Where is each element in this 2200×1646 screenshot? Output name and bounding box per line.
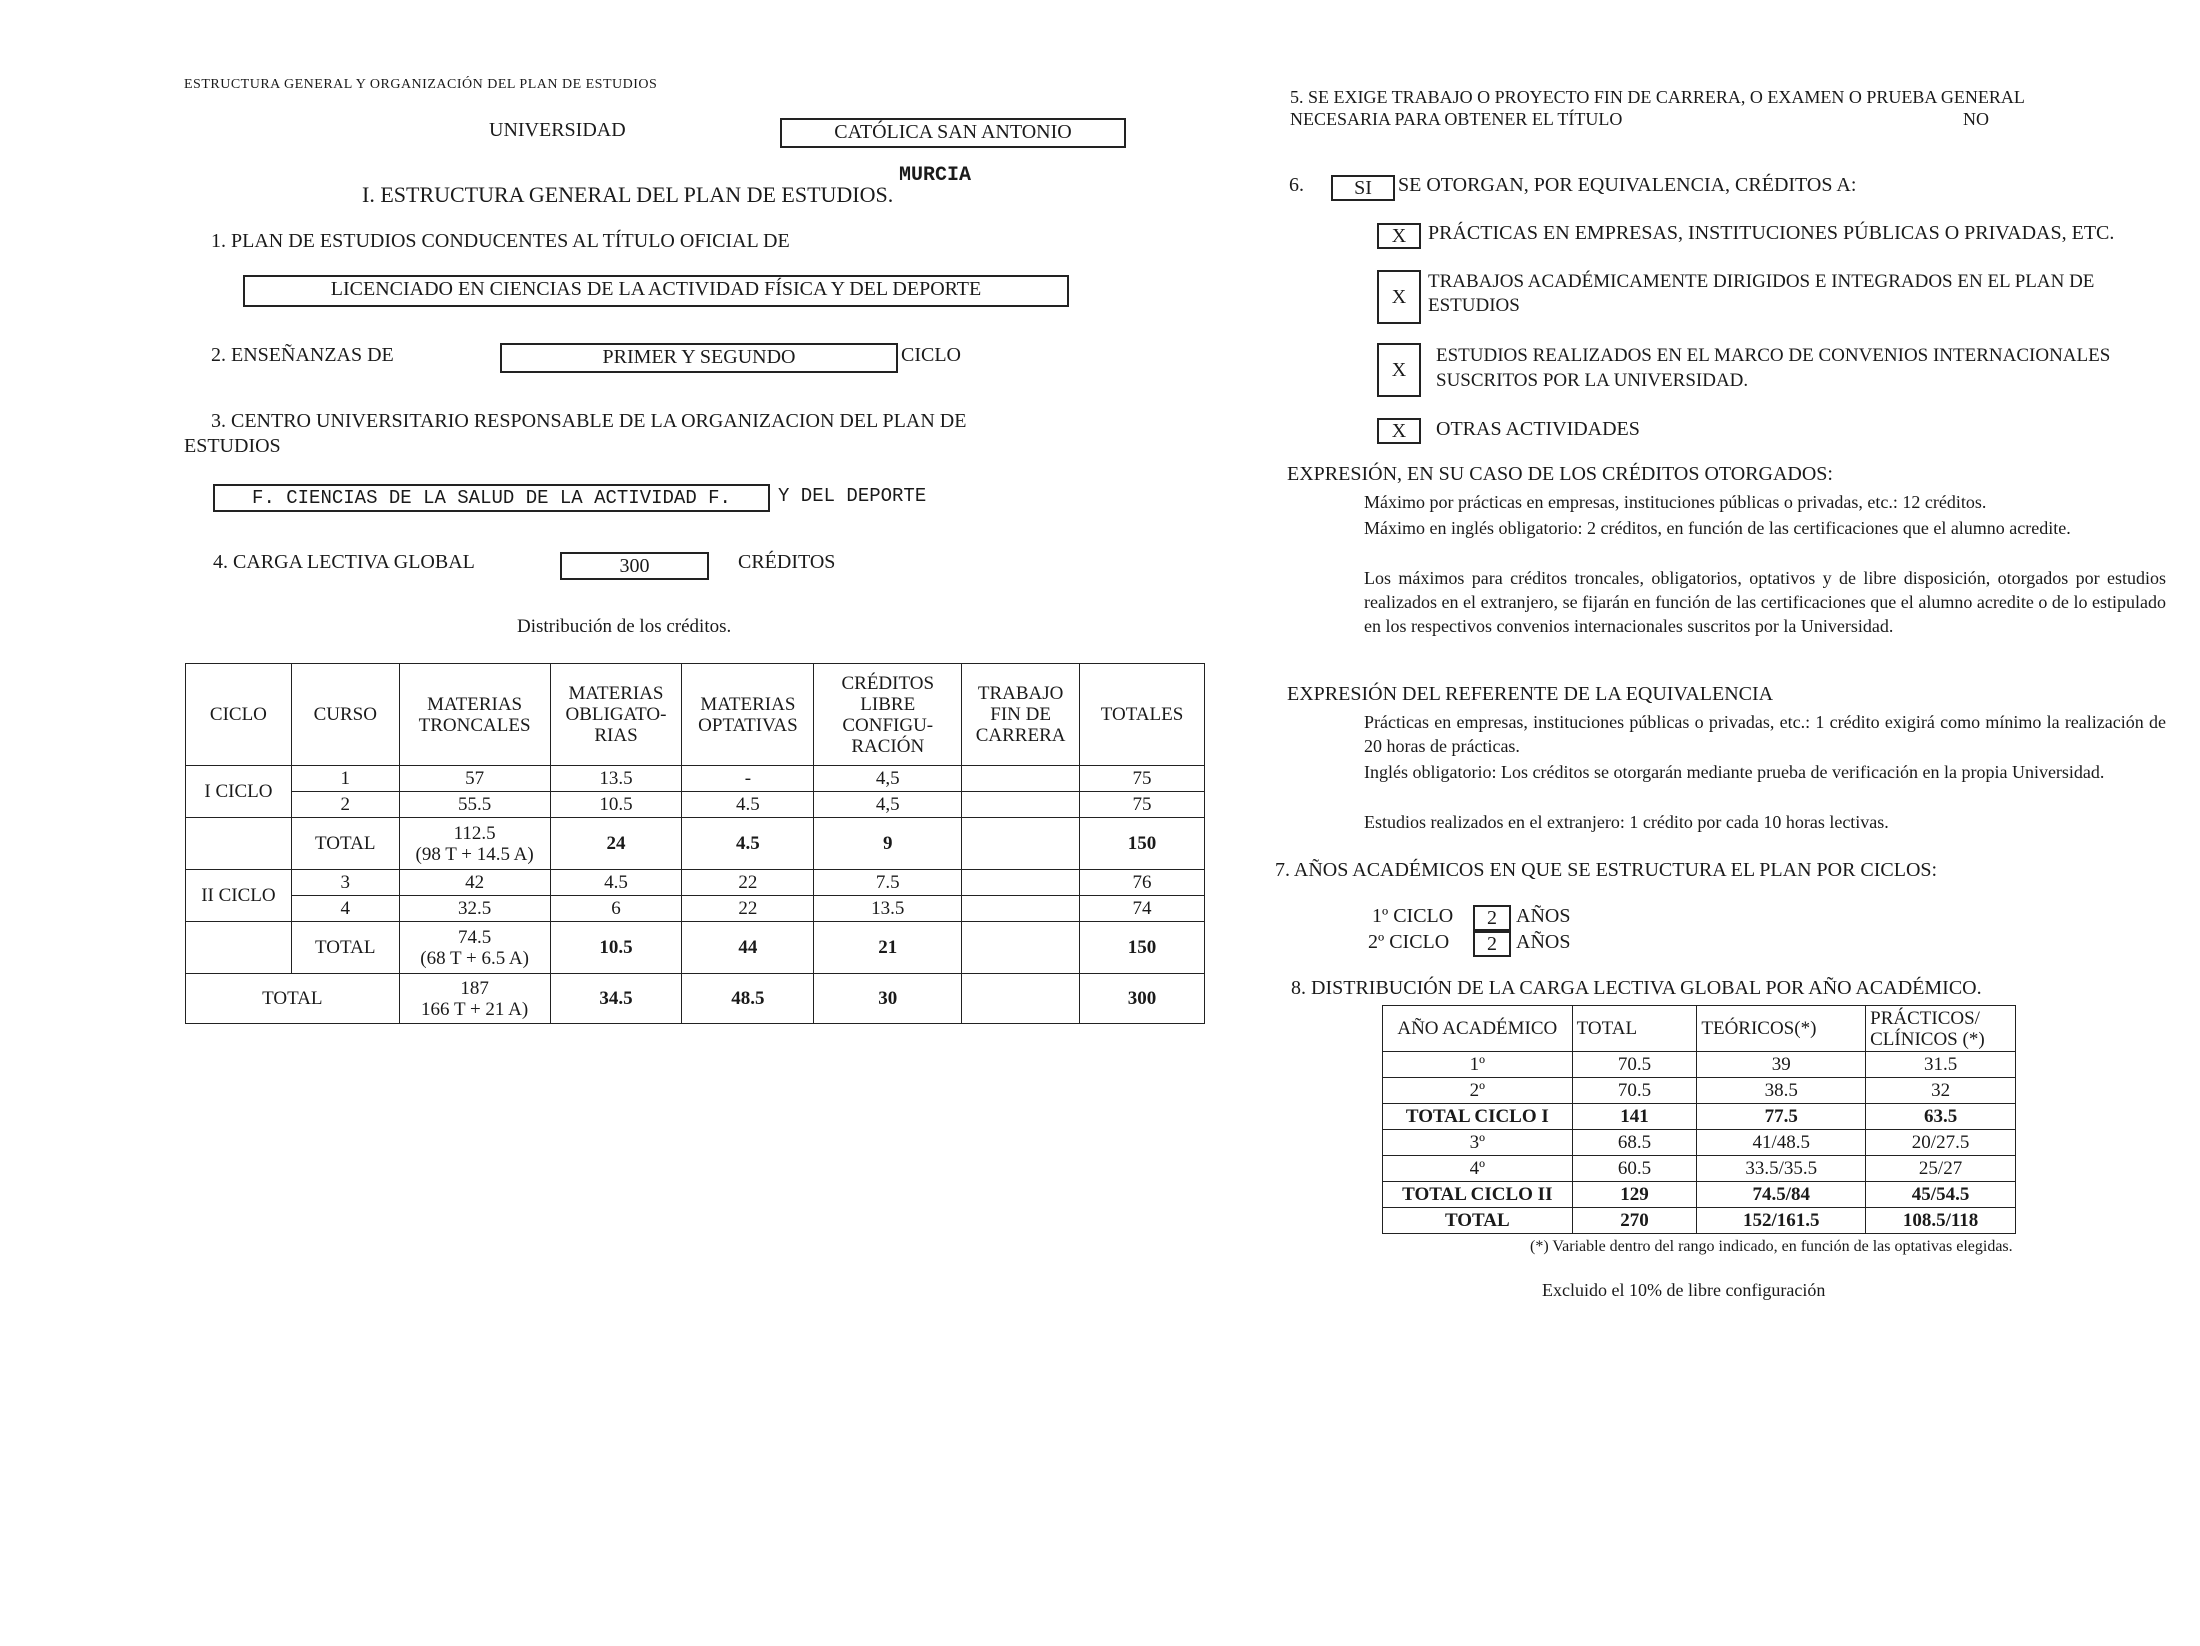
table-cell: 38.5: [1697, 1078, 1866, 1104]
table-cell: 4.5: [682, 792, 814, 818]
ciclo2-cell: II CICLO: [186, 870, 292, 922]
header-troncales: MATERIAS TRONCALES: [399, 664, 550, 766]
carga-por-ano-table: [1382, 1005, 2016, 1234]
table-cell: 2º: [1383, 1078, 1573, 1104]
table-cell: 13.5: [550, 766, 682, 792]
ciclo1-label: 1º CICLO: [1372, 905, 1454, 927]
ciclo1-years-box: 2: [1473, 905, 1511, 931]
table-row: [1383, 1052, 2016, 1078]
table-cell: 152/161.5: [1697, 1208, 1866, 1234]
table-cell: 141: [1572, 1104, 1697, 1130]
ensenanzas-field: PRIMER Y SEGUNDO: [500, 343, 898, 373]
table-cell: 22: [682, 896, 814, 922]
credits-distribution-table: [185, 663, 1205, 1024]
table-cell: 30: [814, 974, 962, 1024]
item5-answer: NO: [1963, 109, 1989, 129]
option-practicas: PRÁCTICAS EN EMPRESAS, INSTITUCIONES PÚBLICAS O PRIVADAS, ETC.: [1428, 222, 2115, 244]
table-cell: 21: [814, 922, 962, 974]
table-cell: -: [682, 766, 814, 792]
header-practicos: PRÁCTICOS/ CLÍNICOS (*): [1866, 1006, 2016, 1052]
table-header-row: [1383, 1006, 2016, 1052]
item5-line1: 5. SE EXIGE TRABAJO O PROYECTO FIN DE CARRERA, O EXAMEN O PRUEBA GENERAL: [1290, 87, 2025, 107]
option-estudios: ESTUDIOS REALIZADOS EN EL MARCO DE CONVENIOS INTERNACIONALES SUSCRITOS POR LA UNIVERSIDAD.: [1436, 345, 2111, 391]
table-cell: 20/27.5: [1866, 1130, 2016, 1156]
ciclo1-cell: I CICLO: [186, 766, 292, 818]
table-cell: TOTAL: [291, 922, 399, 974]
table-cell: 4º: [1383, 1156, 1573, 1182]
table-cell: 32: [1866, 1078, 2016, 1104]
table-cell: 7.5: [814, 870, 962, 896]
header-totales: TOTALES: [1080, 664, 1205, 766]
table-cell: TOTAL: [186, 974, 400, 1024]
checkbox-practicas: X: [1377, 223, 1421, 249]
table-cell: TOTAL CICLO I: [1383, 1104, 1573, 1130]
checkbox-otras: X: [1377, 418, 1421, 444]
table-cell: 1: [291, 766, 399, 792]
item2-label: 2. ENSEÑANZAS DE: [211, 344, 394, 366]
table-row-grand-total: [1383, 1208, 2016, 1234]
table-cell: TOTAL CICLO II: [1383, 1182, 1573, 1208]
table-cell: 3: [291, 870, 399, 896]
table-cell: [962, 792, 1080, 818]
item4-label: 4. CARGA LECTIVA GLOBAL: [213, 551, 475, 573]
table-row: [1383, 1156, 2016, 1182]
table-cell: 9: [814, 818, 962, 870]
ciclo2-label: 2º CICLO: [1368, 931, 1450, 953]
table-cell: 34.5: [550, 974, 682, 1024]
table-cell: 77.5: [1697, 1104, 1866, 1130]
table-cell: 150: [1080, 818, 1205, 870]
expresion-p2: Máximo en inglés obligatorio: 2 créditos, en función de las certificaciones que el alumno acredite.: [1364, 518, 2071, 538]
table-cell: 6: [550, 896, 682, 922]
table-cell: 74.5 (68 T + 6.5 A): [399, 922, 550, 974]
table-cell: 70.5: [1572, 1052, 1697, 1078]
table-cell: 60.5: [1572, 1156, 1697, 1182]
checkbox-trabajos: X: [1377, 270, 1421, 324]
section-title: I. ESTRUCTURA GENERAL DEL PLAN DE ESTUDIOS.: [362, 182, 894, 207]
table-cell: [962, 922, 1080, 974]
universidad-field: CATÓLICA SAN ANTONIO: [780, 118, 1126, 148]
item6-num: 6.: [1289, 174, 1304, 196]
table-cell: 187 166 T + 21 A): [399, 974, 550, 1024]
table-cell: [186, 922, 292, 974]
carga-field: 300: [560, 552, 709, 580]
header-curso: CURSO: [291, 664, 399, 766]
table-cell: 129: [1572, 1182, 1697, 1208]
table-cell: 22: [682, 870, 814, 896]
table-cell: 10.5: [550, 922, 682, 974]
table-row-grand-total: [186, 974, 1205, 1024]
table-cell: 76: [1080, 870, 1205, 896]
ciclo1-anos: AÑOS: [1516, 905, 1571, 927]
expresion-p1: Máximo por prácticas en empresas, instituciones públicas o privadas, etc.: 12 créditos.: [1364, 492, 1987, 512]
table-cell: 63.5: [1866, 1104, 2016, 1130]
table-cell: [962, 818, 1080, 870]
table-cell: 55.5: [399, 792, 550, 818]
table-cell: 57: [399, 766, 550, 792]
table-cell: 4: [291, 896, 399, 922]
table-cell: 112.5 (98 T + 14.5 A): [399, 818, 550, 870]
item7-label: 7. AÑOS ACADÉMICOS EN QUE SE ESTRUCTURA EL PLAN POR CICLOS:: [1275, 859, 1938, 881]
item5-line2: NECESARIA PARA OBTENER EL TÍTULO: [1290, 109, 1623, 129]
table-cell: 44: [682, 922, 814, 974]
table-cell: [962, 766, 1080, 792]
table-cell: [962, 974, 1080, 1024]
table-cell: 70.5: [1572, 1078, 1697, 1104]
item6-text: SE OTORGAN, POR EQUIVALENCIA, CRÉDITOS A:: [1398, 174, 1857, 196]
table-cell: 10.5: [550, 792, 682, 818]
table-cell: 4,5: [814, 792, 962, 818]
table-row: [186, 792, 1205, 818]
table-cell: 270: [1572, 1208, 1697, 1234]
table-cell: 150: [1080, 922, 1205, 974]
table-cell: 32.5: [399, 896, 550, 922]
titulo-field: LICENCIADO EN CIENCIAS DE LA ACTIVIDAD FÍSICA Y DEL DEPORTE: [243, 275, 1069, 307]
table-cell: [962, 870, 1080, 896]
table-cell: [186, 818, 292, 870]
table-cell: 39: [1697, 1052, 1866, 1078]
item8-label: 8. DISTRIBUCIÓN DE LA CARGA LECTIVA GLOBAL POR AÑO ACADÉMICO.: [1291, 977, 1982, 999]
item2-suffix: CICLO: [901, 344, 961, 366]
table-cell: 68.5: [1572, 1130, 1697, 1156]
header-libre: CRÉDITOS LIBRE CONFIGU-RACIÓN: [814, 664, 962, 766]
item1-label: 1. PLAN DE ESTUDIOS CONDUCENTES AL TÍTULO OFICIAL DE: [211, 230, 790, 252]
header-optativas: MATERIAS OPTATIVAS: [682, 664, 814, 766]
table-cell: 48.5: [682, 974, 814, 1024]
table-cell: 74.5/84: [1697, 1182, 1866, 1208]
table-row: [1383, 1078, 2016, 1104]
referente-p2: Inglés obligatorio: Los créditos se otorgarán mediante prueba de verificación en la propia Universidad.: [1364, 762, 2105, 782]
header-ciclo: CICLO: [186, 664, 292, 766]
table-cell: [962, 896, 1080, 922]
table-row-total: [186, 818, 1205, 870]
document-header: ESTRUCTURA GENERAL Y ORGANIZACIÓN DEL PLAN DE ESTUDIOS: [184, 77, 658, 92]
table-footnote: (*) Variable dentro del rango indicado, en función de las optativas elegidas.: [1530, 1238, 2013, 1255]
expresion-p3: Los máximos para créditos troncales, obligatorios, optativos y de libre disposición, otorgados por estudios realizados en el extranjero, se fijarán en función de las certificaciones que el alumno acredite o de lo estipulado en los respectivos convenios internacionales suscritos por la Universidad.: [1364, 568, 2166, 636]
table-cell: 33.5/35.5: [1697, 1156, 1866, 1182]
item3-label-cont: ESTUDIOS: [184, 435, 281, 457]
centro-field: F. CIENCIAS DE LA SALUD DE LA ACTIVIDAD F.: [213, 484, 770, 512]
table-cell: 45/54.5: [1866, 1182, 2016, 1208]
table-cell: 4,5: [814, 766, 962, 792]
table-row-total: [186, 922, 1205, 974]
table-row: [1383, 1130, 2016, 1156]
item4-suffix: CRÉDITOS: [738, 551, 836, 573]
table-cell: TOTAL: [1383, 1208, 1573, 1234]
item6-si-box: SI: [1331, 175, 1395, 201]
ciclo2-years-box: 2: [1473, 931, 1511, 957]
referente-title: EXPRESIÓN DEL REFERENTE DE LA EQUIVALENCIA: [1287, 683, 1774, 705]
table-row: [186, 870, 1205, 896]
table-row: [186, 896, 1205, 922]
table-cell: 3º: [1383, 1130, 1573, 1156]
header-total: TOTAL: [1572, 1006, 1697, 1052]
table-cell: 75: [1080, 792, 1205, 818]
header-teoricos: TEÓRICOS(*): [1697, 1006, 1866, 1052]
table-cell: 25/27: [1866, 1156, 2016, 1182]
table-cell: 4.5: [682, 818, 814, 870]
table-cell: 1º: [1383, 1052, 1573, 1078]
item3-label: 3. CENTRO UNIVERSITARIO RESPONSABLE DE LA ORGANIZACION DEL PLAN DE: [211, 410, 967, 432]
table-row: [186, 766, 1205, 792]
expresion-title: EXPRESIÓN, EN SU CASO DE LOS CRÉDITOS OTORGADOS:: [1287, 463, 1833, 485]
referente-p1: Prácticas en empresas, instituciones públicas o privadas, etc.: 1 crédito exigirá como mínimo la realización de 20 horas de prácticas.: [1364, 712, 2166, 756]
table-header-row: [186, 664, 1205, 766]
table-cell: 300: [1080, 974, 1205, 1024]
item3-suffix: Y DEL DEPORTE: [778, 485, 927, 507]
table-cell: 4.5: [550, 870, 682, 896]
table-cell: 41/48.5: [1697, 1130, 1866, 1156]
table-row-total: [1383, 1182, 2016, 1208]
header-trabajo: TRABAJO FIN DE CARRERA: [962, 664, 1080, 766]
ciclo2-anos: AÑOS: [1516, 931, 1571, 953]
option-trabajos: TRABAJOS ACADÉMICAMENTE DIRIGIDOS E INTEGRADOS EN EL PLAN DE ESTUDIOS: [1428, 271, 2095, 316]
table-row-total: [1383, 1104, 2016, 1130]
header-obligatorias: MATERIAS OBLIGATO-RIAS: [550, 664, 682, 766]
header-ano: AÑO ACADÉMICO: [1383, 1006, 1573, 1052]
referente-p3: Estudios realizados en el extranjero: 1 crédito por cada 10 horas lectivas.: [1364, 812, 1889, 832]
distribution-caption: Distribución de los créditos.: [517, 616, 732, 637]
table-cell: 2: [291, 792, 399, 818]
libre-configuracion-note: Excluido el 10% de libre configuración: [1542, 1280, 1826, 1300]
option-otras: OTRAS ACTIVIDADES: [1436, 418, 1640, 440]
checkbox-estudios: X: [1377, 343, 1421, 397]
table-cell: 31.5: [1866, 1052, 2016, 1078]
table-cell: 74: [1080, 896, 1205, 922]
table-cell: 24: [550, 818, 682, 870]
universidad-label: UNIVERSIDAD: [489, 119, 626, 141]
universidad-city: MURCIA: [899, 164, 972, 187]
table-cell: TOTAL: [291, 818, 399, 870]
table-cell: 42: [399, 870, 550, 896]
table-cell: 108.5/118: [1866, 1208, 2016, 1234]
table-cell: 75: [1080, 766, 1205, 792]
table-cell: 13.5: [814, 896, 962, 922]
